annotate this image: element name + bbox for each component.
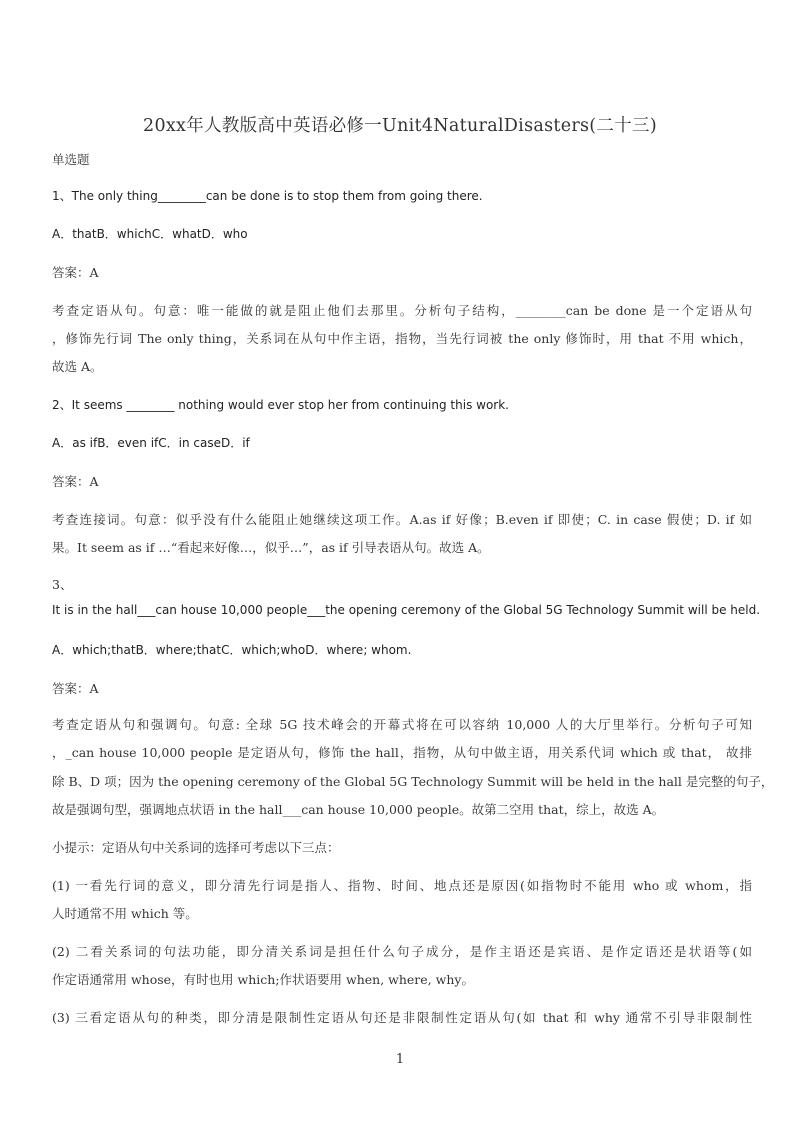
document-title: 20xx年人教版高中英语必修一Unit4NaturalDisasters(二十三) <box>143 116 657 136</box>
tips-heading: 小提示：定语从句中关系词的选择可考虑以下三点： <box>52 840 340 855</box>
question-3-answer: 答案：A <box>52 681 99 696</box>
tip-3-line: (3) 三看定语从句的种类，即分清是限制性定语从句还是非限制性定语从句(如 that 和 why 通常不引导非限制性 <box>52 1010 752 1025</box>
tip-1-line: (1) 一看先行词的意义，即分清先行词是指人、指物、时间、地点还是原因(如指物时不能用 who 或 whom，指 <box>52 878 752 893</box>
question-1-options: A．thatB．whichC．whatD．who <box>52 227 248 241</box>
question-2-explanation-line: 考查连接词。句意：似乎没有什么能阻止她继续这项工作。A.as if 好像；B.even if 即使；C. in case 假使；D. if 如 <box>52 512 752 527</box>
question-2-text: 2、It seems ________ nothing would ever stop her from continuing this work. <box>52 398 509 412</box>
question-3-explanation-line: 除 B、D 项；因为 the opening ceremony of the Global 5G Technology Summit will be held in the hall 是完整的句子， <box>52 774 774 789</box>
question-2-answer: 答案：A <box>52 474 99 489</box>
question-3-explanation-line: ，_can house 10,000 people 是定语从句，修饰 the hall，指物，从句中做主语，用关系代词 which 或 that， 故排 <box>52 745 752 760</box>
question-3-explanation-line: 故是强调句型，强调地点状语 in the hall___can house 10,000 people。故第二空用 that，综上，故选 A。 <box>52 802 665 817</box>
question-2-options: A．as ifB．even ifC．in caseD．if <box>52 436 250 450</box>
tip-2-line: 作定语通常用 whose，有时也用 which;作状语要用 when, where, why。 <box>52 972 474 987</box>
question-1-explanation-line: 故选 A。 <box>52 359 103 374</box>
question-1-explanation-line: ，修饰先行词 The only thing，关系词在从句中作主语，指物，当先行词被 the only 修饰时，用 that 不用 which， <box>52 331 752 346</box>
question-1-answer: 答案：A <box>52 265 99 280</box>
question-3-explanation-line: 考查定语从句和强调句。句意: 全球 5G 技术峰会的开幕式将在可以容纳 10,000 人的大厅里举行。分析句子可知 <box>52 717 752 732</box>
question-2-explanation-line: 果。It seem as if …“看起来好像…，似乎…”，as if 引导表语从句。故选 A。 <box>52 540 490 555</box>
tip-1-line: 人时通常不用 which 等。 <box>52 906 198 921</box>
question-3-text: It is in the hall___can house 10,000 people___the opening ceremony of the Global 5G Technology Summit will be held. <box>52 603 761 617</box>
question-1-explanation-line: 考查定语从句。句意：唯一能做的就是阻止他们去那里。分析句子结构，________can be done 是一个定语从句 <box>52 303 752 318</box>
question-3-options: A．which;thatB．where;thatC．which;whoD．where; whom. <box>52 643 412 657</box>
tip-2-line: (2) 二看关系词的句法功能，即分清关系词是担任什么句子成分，是作主语还是宾语、是作定语还是状语等(如 <box>52 944 752 959</box>
section-heading: 单选题 <box>52 152 90 167</box>
page-number: 1 <box>395 1052 405 1067</box>
question-1-text: 1、The only thing________can be done is to stop them from going there. <box>52 189 483 203</box>
question-3-number: 3、 <box>52 577 73 592</box>
